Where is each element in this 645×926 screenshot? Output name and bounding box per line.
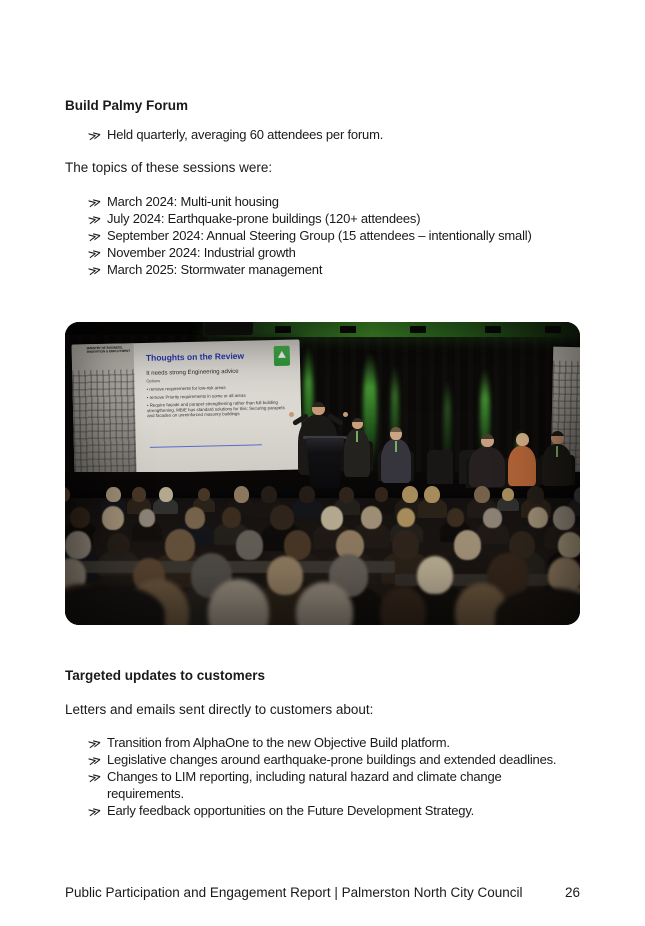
audience-head bbox=[527, 486, 544, 504]
chevron-bullet-icon: ≫ bbox=[86, 244, 103, 262]
audience-head bbox=[299, 486, 315, 503]
list-item bbox=[65, 227, 532, 244]
audience-head bbox=[70, 507, 89, 528]
audience-head bbox=[528, 507, 548, 528]
chevron-bullet-icon: ≫ bbox=[86, 227, 103, 245]
audience-head bbox=[483, 508, 501, 528]
audience-head bbox=[139, 509, 156, 527]
list-item bbox=[65, 768, 556, 802]
audience-head bbox=[558, 532, 580, 558]
list-item-text: Early feedback opportunities on the Future Development Strategy. bbox=[107, 803, 475, 818]
chevron-bullet-icon: ≫ bbox=[86, 193, 103, 211]
intro-bullet-item bbox=[65, 126, 383, 143]
audience-head bbox=[447, 508, 464, 527]
slide-ministry-caption: MINISTRY OF BUSINESS, INNOVATION & EMPLOYMENT bbox=[86, 346, 131, 354]
slide-options-label: Options bbox=[146, 378, 161, 384]
list-item-text: March 2025: Stormwater management bbox=[107, 262, 323, 277]
photo-audience bbox=[65, 322, 580, 625]
audience-head bbox=[375, 487, 389, 502]
list-item-line: requirements. bbox=[107, 786, 184, 801]
list-item bbox=[65, 261, 532, 278]
updates-list bbox=[65, 734, 556, 819]
audience-head bbox=[185, 507, 205, 529]
chevron-bullet-icon: ≫ bbox=[86, 751, 103, 769]
slide-bullet: • Require façade and parapet strengthening rather than full building strengthening, MBIE has standard solutions for this: Securing parapets and facades on unreinforced masonry buildings bbox=[147, 400, 293, 419]
chevron-bullet-icon: ≫ bbox=[86, 802, 103, 820]
audience-head bbox=[553, 506, 575, 530]
list-item-text: Legislative changes around earthquake-prone buildings and extended deadlines. bbox=[107, 752, 557, 767]
audience-head bbox=[339, 487, 354, 503]
audience-head bbox=[132, 487, 145, 501]
audience-head bbox=[321, 506, 343, 530]
footer-report-title: Public Participation and Engagement Report | Palmerston North City Council bbox=[65, 885, 523, 900]
audience-head bbox=[402, 486, 418, 504]
audience-head bbox=[106, 487, 120, 502]
chevron-bullet-icon: ≫ bbox=[86, 126, 103, 144]
audience-head bbox=[454, 530, 481, 559]
footer-page-number: 26 bbox=[564, 885, 580, 900]
audience-head bbox=[502, 488, 514, 501]
slide-title: Thoughts on the Review bbox=[145, 350, 245, 363]
chevron-bullet-icon: ≫ bbox=[86, 210, 103, 228]
audience-head bbox=[234, 486, 249, 502]
audience-head bbox=[392, 530, 419, 559]
audience-head bbox=[198, 488, 210, 501]
list-item bbox=[65, 244, 532, 261]
chevron-bullet-icon: ≫ bbox=[86, 734, 103, 752]
forum-photo bbox=[65, 322, 580, 625]
intro-bullet-text: Held quarterly, averaging 60 attendees per forum. bbox=[107, 127, 384, 142]
list-item bbox=[65, 210, 532, 227]
audience-head bbox=[65, 531, 91, 559]
list-item bbox=[65, 802, 556, 819]
list-item-text: September 2024: Annual Steering Group (15 attendees – intentionally small) bbox=[107, 228, 532, 243]
list-item bbox=[65, 193, 532, 210]
list-item-text: November 2024: Industrial growth bbox=[107, 245, 296, 260]
audience-head bbox=[284, 530, 311, 559]
updates-lead-paragraph: Letters and emails sent directly to customers about: bbox=[65, 702, 374, 717]
audience-head bbox=[361, 506, 382, 529]
audience-head bbox=[102, 506, 124, 530]
audience-head bbox=[222, 507, 241, 527]
chevron-bullet-icon: ≫ bbox=[86, 768, 103, 786]
list-item bbox=[65, 751, 556, 768]
list-item-text: March 2024: Multi-unit housing bbox=[107, 194, 279, 209]
list-item-line: Changes to LIM reporting, including natural hazard and climate change bbox=[107, 769, 502, 784]
chevron-bullet-icon: ≫ bbox=[86, 261, 103, 279]
page-footer bbox=[65, 884, 580, 901]
audience-head bbox=[574, 487, 580, 503]
topics-lead-paragraph: The topics of these sessions were: bbox=[65, 160, 273, 175]
list-item bbox=[65, 734, 556, 751]
slide-bullet: • remove Priority requirements in some or all areas bbox=[147, 392, 292, 401]
slide-bullet: • remove requirements for low-risk areas bbox=[147, 384, 292, 393]
list-item-text: July 2024: Earthquake-prone buildings (120+ attendees) bbox=[107, 211, 421, 226]
audience-head bbox=[165, 529, 196, 562]
section-heading-build-palmy-forum: Build Palmy Forum bbox=[65, 98, 189, 113]
list-item-text: Transition from AlphaOne to the new Objective Build platform. bbox=[107, 735, 450, 750]
audience-head bbox=[270, 505, 293, 530]
audience-head bbox=[236, 530, 263, 559]
slide-subtitle: It needs strong Engineering advice bbox=[146, 368, 239, 377]
audience-head bbox=[261, 486, 277, 504]
audience-head bbox=[159, 487, 173, 502]
audience-head bbox=[417, 556, 453, 594]
audience-head bbox=[107, 533, 129, 557]
list-item-text bbox=[107, 768, 502, 802]
audience-head bbox=[267, 556, 303, 595]
topics-list bbox=[65, 193, 532, 278]
section-heading-targeted-updates: Targeted updates to customers bbox=[65, 668, 266, 683]
